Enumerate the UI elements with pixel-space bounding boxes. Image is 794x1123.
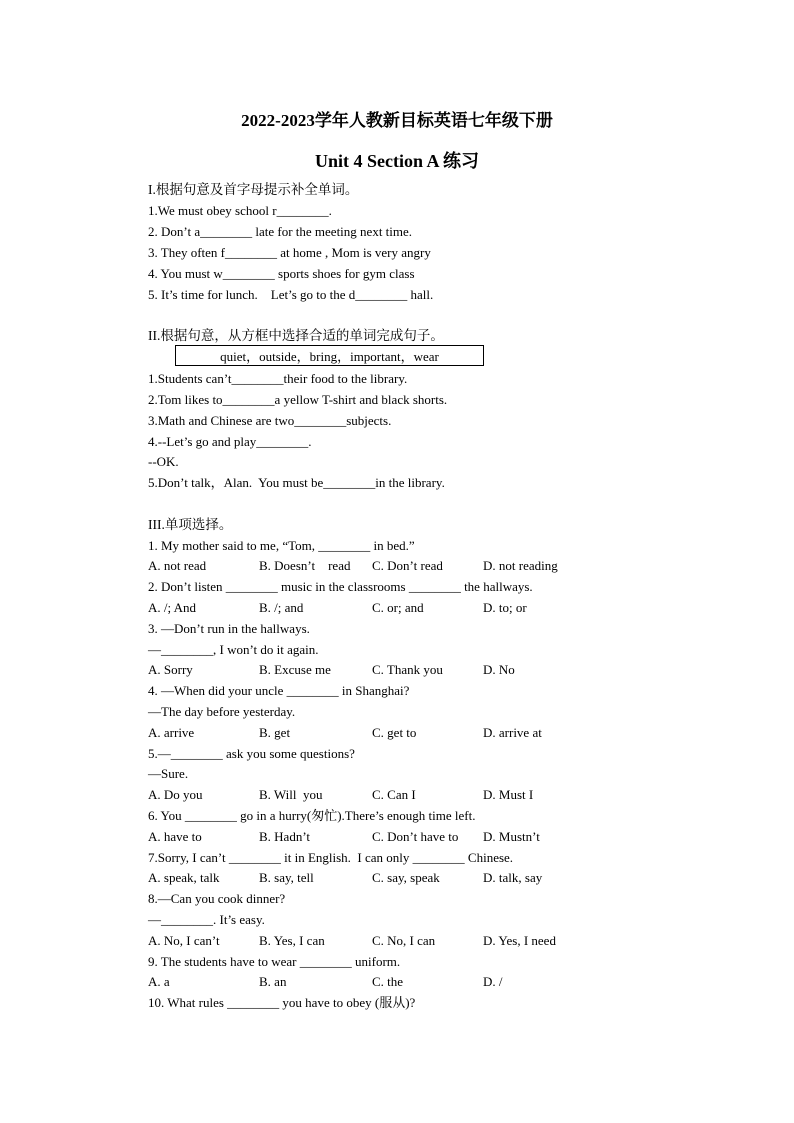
option-c: C. get to [372, 725, 417, 740]
option-b: B. Doesn’t read [259, 558, 351, 573]
option-b: B. get [259, 725, 291, 740]
question-6: 6. You ________ go in a hurry(匆忙).There’s enough time left. [148, 808, 476, 823]
option-d: D. Mustn’t [483, 829, 540, 844]
option-a: A. Sorry [148, 662, 193, 677]
question-5-reply: —Sure. [148, 766, 189, 781]
part1-item: 1.We must obey school r________. [148, 203, 332, 218]
option-c: C. the [372, 974, 404, 989]
question-8-reply: —________. It’s easy. [148, 912, 265, 927]
option-a: A. /; And [148, 600, 197, 615]
option-a: A. not read [148, 558, 207, 573]
part1-item: 2. Don’t a________ late for the meeting next time. [148, 224, 413, 239]
option-c: C. Can I [372, 787, 416, 802]
option-b: B. Yes, I can [259, 933, 325, 948]
part3-heading: III.单项选择。 [148, 517, 233, 532]
option-b: B. Excuse me [259, 662, 331, 677]
question-2: 2. Don’t listen ________ music in the classrooms ________ the hallways. [148, 579, 533, 594]
question-5: 5.—________ ask you some questions? [148, 746, 355, 761]
question-7: 7.Sorry, I can’t ________ it in English. I can only ________ Chinese. [148, 850, 514, 865]
part2-item: 3.Math and Chinese are two________subjects. [148, 413, 392, 428]
option-d: D. talk, say [483, 870, 543, 885]
option-a: A. speak, talk [148, 870, 220, 885]
part2-item: 2.Tom likes to________a yellow T-shirt and black shorts. [148, 392, 448, 407]
part2-item: 1.Students can’t________their food to the library. [148, 371, 408, 386]
part1-item: 4. You must w________ sports shoes for gym class [148, 266, 415, 281]
part2-item: 4.--Let’s go and play________. [148, 434, 312, 449]
word-box: quiet，outside，bring，important，wear [175, 345, 484, 366]
option-d: D. arrive at [483, 725, 542, 740]
question-9-options [148, 974, 628, 1070]
option-b: B. /; and [259, 600, 304, 615]
part1-heading: I.根据句意及首字母提示补全单词。 [148, 182, 359, 197]
option-c: C. or; and [372, 600, 424, 615]
option-a: A. arrive [148, 725, 195, 740]
option-c: C. say, speak [372, 870, 440, 885]
question-10: 10. What rules ________ you have to obey (服从)? [148, 995, 416, 1010]
option-a: A. No, I can’t [148, 933, 220, 948]
option-c: C. Thank you [372, 662, 443, 677]
question-4: 4. —When did your uncle ________ in Shanghai? [148, 683, 410, 698]
question-3: 3. —Don’t run in the hallways. [148, 621, 310, 636]
page-subtitle: Unit 4 Section A 练习 [314, 151, 479, 171]
option-b: B. Hadn’t [259, 829, 311, 844]
option-d: D. / [483, 974, 503, 989]
question-3-reply: —________, I won’t do it again. [148, 642, 319, 657]
option-d: D. to; or [483, 600, 527, 615]
question-9: 9. The students have to wear ________ uniform. [148, 954, 401, 969]
option-c: C. Don’t read [372, 558, 443, 573]
part2-heading: II.根据句意，从方框中选择合适的单词完成句子。 [148, 328, 444, 343]
option-b: B. say, tell [259, 870, 314, 885]
question-1: 1. My mother said to me, “Tom, ________ in bed.” [148, 538, 415, 553]
part2-item: 5.Don’t talk，Alan. You must be________in the library. [148, 475, 445, 490]
option-c: C. Don’t have to [372, 829, 459, 844]
option-d: D. not reading [483, 558, 558, 573]
option-c: C. No, I can [372, 933, 436, 948]
part2-item: --OK. [148, 454, 179, 469]
part1-item: 5. It’s time for lunch. Let’s go to the d________ hall. [148, 287, 434, 302]
option-d: D. No [483, 662, 515, 677]
option-d: D. Must I [483, 787, 534, 802]
page-title: 2022-2023学年人教新目标英语七年级下册 [241, 111, 553, 130]
option-b: B. an [259, 974, 287, 989]
option-a: A. Do you [148, 787, 203, 802]
option-b: B. Will you [259, 787, 323, 802]
question-4-reply: —The day before yesterday. [148, 704, 296, 719]
option-a: A. a [148, 974, 170, 989]
part1-item: 3. They often f________ at home , Mom is very angry [148, 245, 431, 260]
question-8: 8.—Can you cook dinner? [148, 891, 286, 906]
option-a: A. have to [148, 829, 202, 844]
option-d: D. Yes, I need [483, 933, 556, 948]
